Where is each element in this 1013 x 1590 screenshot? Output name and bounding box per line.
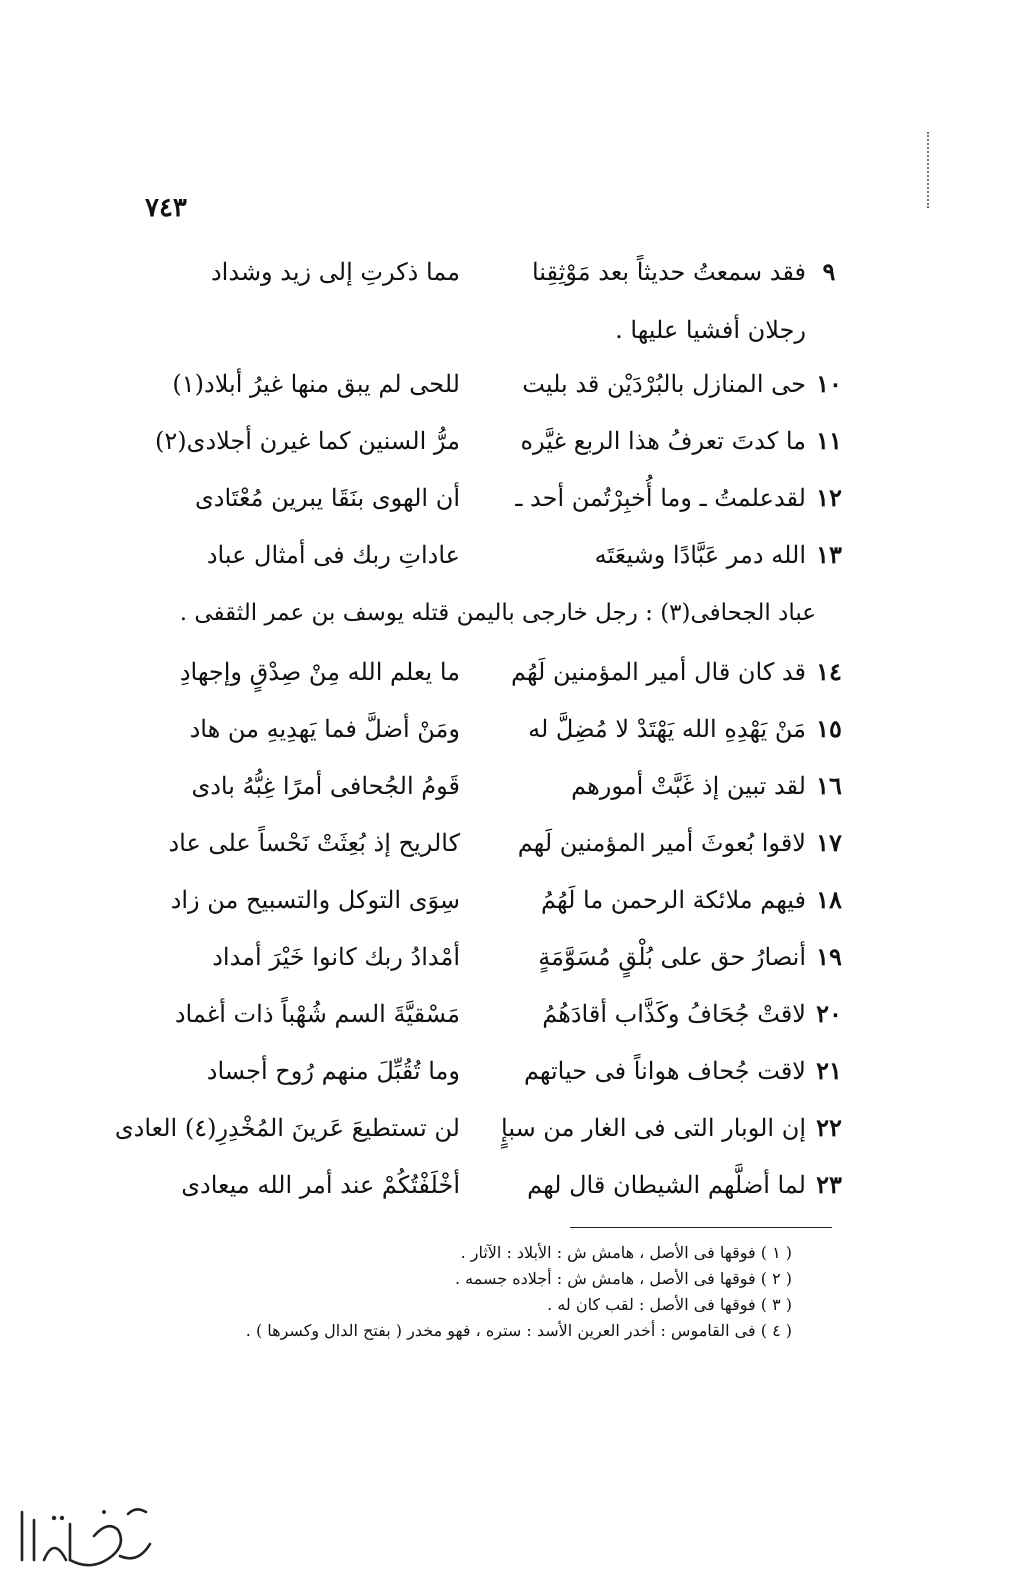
verse-first-hemistich: ما كدتَ تعرفُ هذا الربع غيَّره [520,427,806,455]
footnote-separator [570,1227,832,1228]
verse-second-hemistich: وما تُقُبِّلَ منهم رُوح أجساد [206,1057,460,1085]
verse-second-hemistich: أمْدادُ ربك كانوا خَيْرَ أمداد [212,943,460,971]
verse-second-hemistich: أن الهوى بنَقَا يبرين مُعْتَادى [195,484,460,512]
verse-number: ١١ [816,426,842,455]
library-stamp-logo [8,1490,158,1572]
verse-first-hemistich: أنصارُ حق على بُلْقٍ مُسَوَّمَةٍ [538,943,806,971]
verse-second-hemistich: مَسْقيَّةَ السم شُهْباً ذات أغماد [174,1000,460,1028]
verse-first-hemistich: لما أضلَّهم الشيطان قال لهم [527,1171,806,1199]
verse-first-hemistich: إن الوبار التى فى الغار من سبإٍ [501,1114,806,1142]
verse-first-hemistich: الله دمر عَبَّادًا وشيعَتَه [594,541,806,569]
page-number: ٧٤٣ [145,193,187,223]
verse-number: ١٢ [816,483,842,512]
verse-second-hemistich: مما ذكرتِ إلى زيد وشداد [210,258,460,286]
verse-number: ٢٣ [816,1170,842,1199]
verse-number: ٢١ [816,1056,842,1085]
verse-number: ١٩ [816,942,842,971]
verse-first-hemistich: لاقوا بُعوثَ أمير المؤمنين لَهم [517,829,806,857]
verse-second-hemistich: أخْلَفْتُكُمْ عند أمر الله ميعادى [181,1171,460,1199]
verse-second-hemistich: كالريح إذ بُعِثَتْ نَحْساً على عاد [168,829,460,857]
verse-number: ٢٢ [816,1113,842,1142]
verse-second-hemistich: مرُّ السنين كما غيرن أجلادى(٢) [155,427,460,455]
verse-second-hemistich: قَومُ الجُحافى أمرًا غِبُّهُ بادى [191,772,460,800]
footnote: ( ٤ ) فى القاموس : أخدر العرين الأسد : ستره ، فهو مخدر ( بفتح الدال وكسرها ) . [245,1321,792,1340]
verse-number: ١٤ [816,657,842,686]
verse-second-hemistich: سِوَى التوكل والتسبيح من زاد [170,886,460,914]
biographical-note: عباد الجحافى(٣) : رجل خارجى باليمن قتله يوسف بن عمر الثقفى . [179,600,816,626]
verse-number: ١٧ [816,828,842,857]
verse-first-hemistich: حى المنازل بالبُرْدَيْن قد بليت [522,370,806,398]
verse-second-hemistich: ما يعلم الله مِنْ صِدْقٍ وإجهادِ [179,658,460,686]
verse-first-hemistich: فقد سمعتُ حديثاً بعد مَوْثِقِنا [531,258,806,286]
verse-number: ٢٠ [816,999,842,1028]
footnote: ( ٣ ) فوقها فى الأصل : لقب كان له . [547,1295,792,1314]
verse-first-hemistich: قد كان قال أمير المؤمنين لَهُم [510,658,806,686]
verse-number: ١٨ [816,885,842,914]
verse-number: ١٦ [816,771,842,800]
footnote: ( ٢ ) فوقها فى الأصل ، هامش ش : أجلاده جسمه . [454,1269,792,1288]
verse-first-hemistich: لاقت جُحاف هواناً فى حياتهم [523,1057,806,1085]
verse-continuation: رجلان أفشيا عليها . [615,316,806,344]
verse-first-hemistich: لقدعلمتُ ـ وما أُخبِرْتُمن أحد ـ [515,484,806,512]
verse-number: ١٠ [816,369,842,398]
footnote: ( ١ ) فوقها فى الأصل ، هامش ش : الأبلاد : الآثار . [460,1243,792,1262]
verse-number: ١٥ [816,714,842,743]
verse-first-hemistich: فيهم ملائكة الرحمن ما لَهُمُ [541,886,806,914]
verse-second-hemistich: للحى لم يبق منها غيرُ أبلاد(١) [172,370,460,398]
verse-second-hemistich: عاداتِ ربك فى أمثال عباد [206,541,460,569]
verse-second-hemistich: ومَنْ أضلَّ فما يَهدِيهِ من هاد [189,715,460,743]
verse-second-hemistich: لن تستطيعَ عَرينَ المُخْدِرِ(٤) العادى [114,1114,460,1142]
verse-number: ١٣ [816,540,842,569]
verse-number: ٩ [822,257,836,286]
verse-first-hemistich: لاقتْ جُحَافُ وكَذَّاب أقادَهُمُ [542,1000,806,1028]
verse-first-hemistich: مَنْ يَهْدِهِ الله يَهْتَدْ لا مُضِلَّ له [528,715,806,743]
verse-first-hemistich: لقد تبين إذ غَبَّتْ أمورهم [571,772,806,800]
